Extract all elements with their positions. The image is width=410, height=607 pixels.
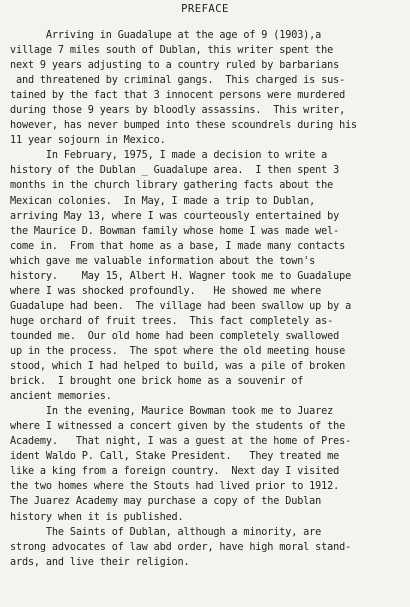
- text-line: stood, which I had helped to build, was a pile of broken: [10, 361, 346, 373]
- text-line: tained by the fact that 3 innocent persons were murdered: [10, 90, 346, 102]
- text-line: months in the church library gathering facts about the: [10, 180, 334, 192]
- text-line: 11 year sojourn in Mexico.: [10, 135, 166, 147]
- text-line: next 9 years adjusting to a country ruled by barbarians: [10, 60, 340, 72]
- text-line: the two homes where the Stouts had lived prior to 1912.: [10, 481, 340, 493]
- text-line: history of the Dublan _ Guadalupe area. I then spent 3: [10, 165, 340, 177]
- text-line: during those 9 years by bloodly assassins. This writer,: [10, 105, 346, 117]
- text-line: village 7 miles south of Dublan, this writer spent the: [10, 45, 334, 57]
- text-line: ancient memories.: [10, 391, 112, 403]
- text-line: like a king from a foreign country. Next day I visited: [10, 466, 340, 478]
- text-line: Academy. That night, I was a guest at the home of Pres-: [10, 436, 352, 448]
- text-line: history when it is published.: [10, 511, 184, 523]
- text-line: strong advocates of law abd order, have high moral stand-: [10, 541, 352, 553]
- page-title: PREFACE: [181, 3, 229, 15]
- text-line: ards, and live their religion.: [10, 556, 190, 568]
- text-line: In February, 1975, I made a decision to write a: [10, 150, 328, 162]
- text-line: Arriving in Guadalupe at the age of 9 (1903),a: [10, 30, 322, 41]
- text-line: where I was shocked profoundly. He showed me where: [10, 285, 322, 297]
- text-line: The Saints of Dublan, although a minority, are: [10, 526, 322, 538]
- text-line: the Maurice D. Bowman family whose home I was made wel-: [10, 225, 340, 237]
- text-line: where I witnessed a concert given by the students of the: [10, 421, 346, 433]
- text-line: Mexican colonies. In May, I made a trip to Dublan,: [10, 195, 316, 207]
- text-line: Guadalupe had been. The village had been swallow up by a: [10, 300, 352, 312]
- text-line: arriving May 13, where I was courteously entertained by: [10, 210, 340, 222]
- text-line: and threatened by criminal gangs. This charged is sus-: [10, 75, 346, 87]
- text-line: ident Waldo P. Call, Stake President. They treated me: [10, 451, 340, 463]
- text-line: which gave me valuable information about the town's: [10, 255, 316, 267]
- text-line: come in. From that home as a base, I made many contacts: [10, 240, 346, 252]
- preface-body: [10, 28, 405, 570]
- text-line: brick. I brought one brick home as a souvenir of: [10, 376, 304, 388]
- text-line: huge orchard of fruit trees. This fact completely as-: [10, 315, 334, 327]
- text-line: The Juarez Academy may purchase a copy of the Dublan: [10, 496, 322, 508]
- text-line: up in the process. The spot where the old meeting house: [10, 345, 346, 357]
- text-line: history. May 15, Albert H. Wagner took me to Guadalupe: [10, 270, 352, 282]
- text-line: however, has never bumped into these scoundrels during his: [10, 120, 358, 132]
- text-line: tounded me. Our old home had been completely swallowed: [10, 330, 340, 342]
- text-line: In the evening, Maurice Bowman took me to Juarez: [10, 406, 334, 418]
